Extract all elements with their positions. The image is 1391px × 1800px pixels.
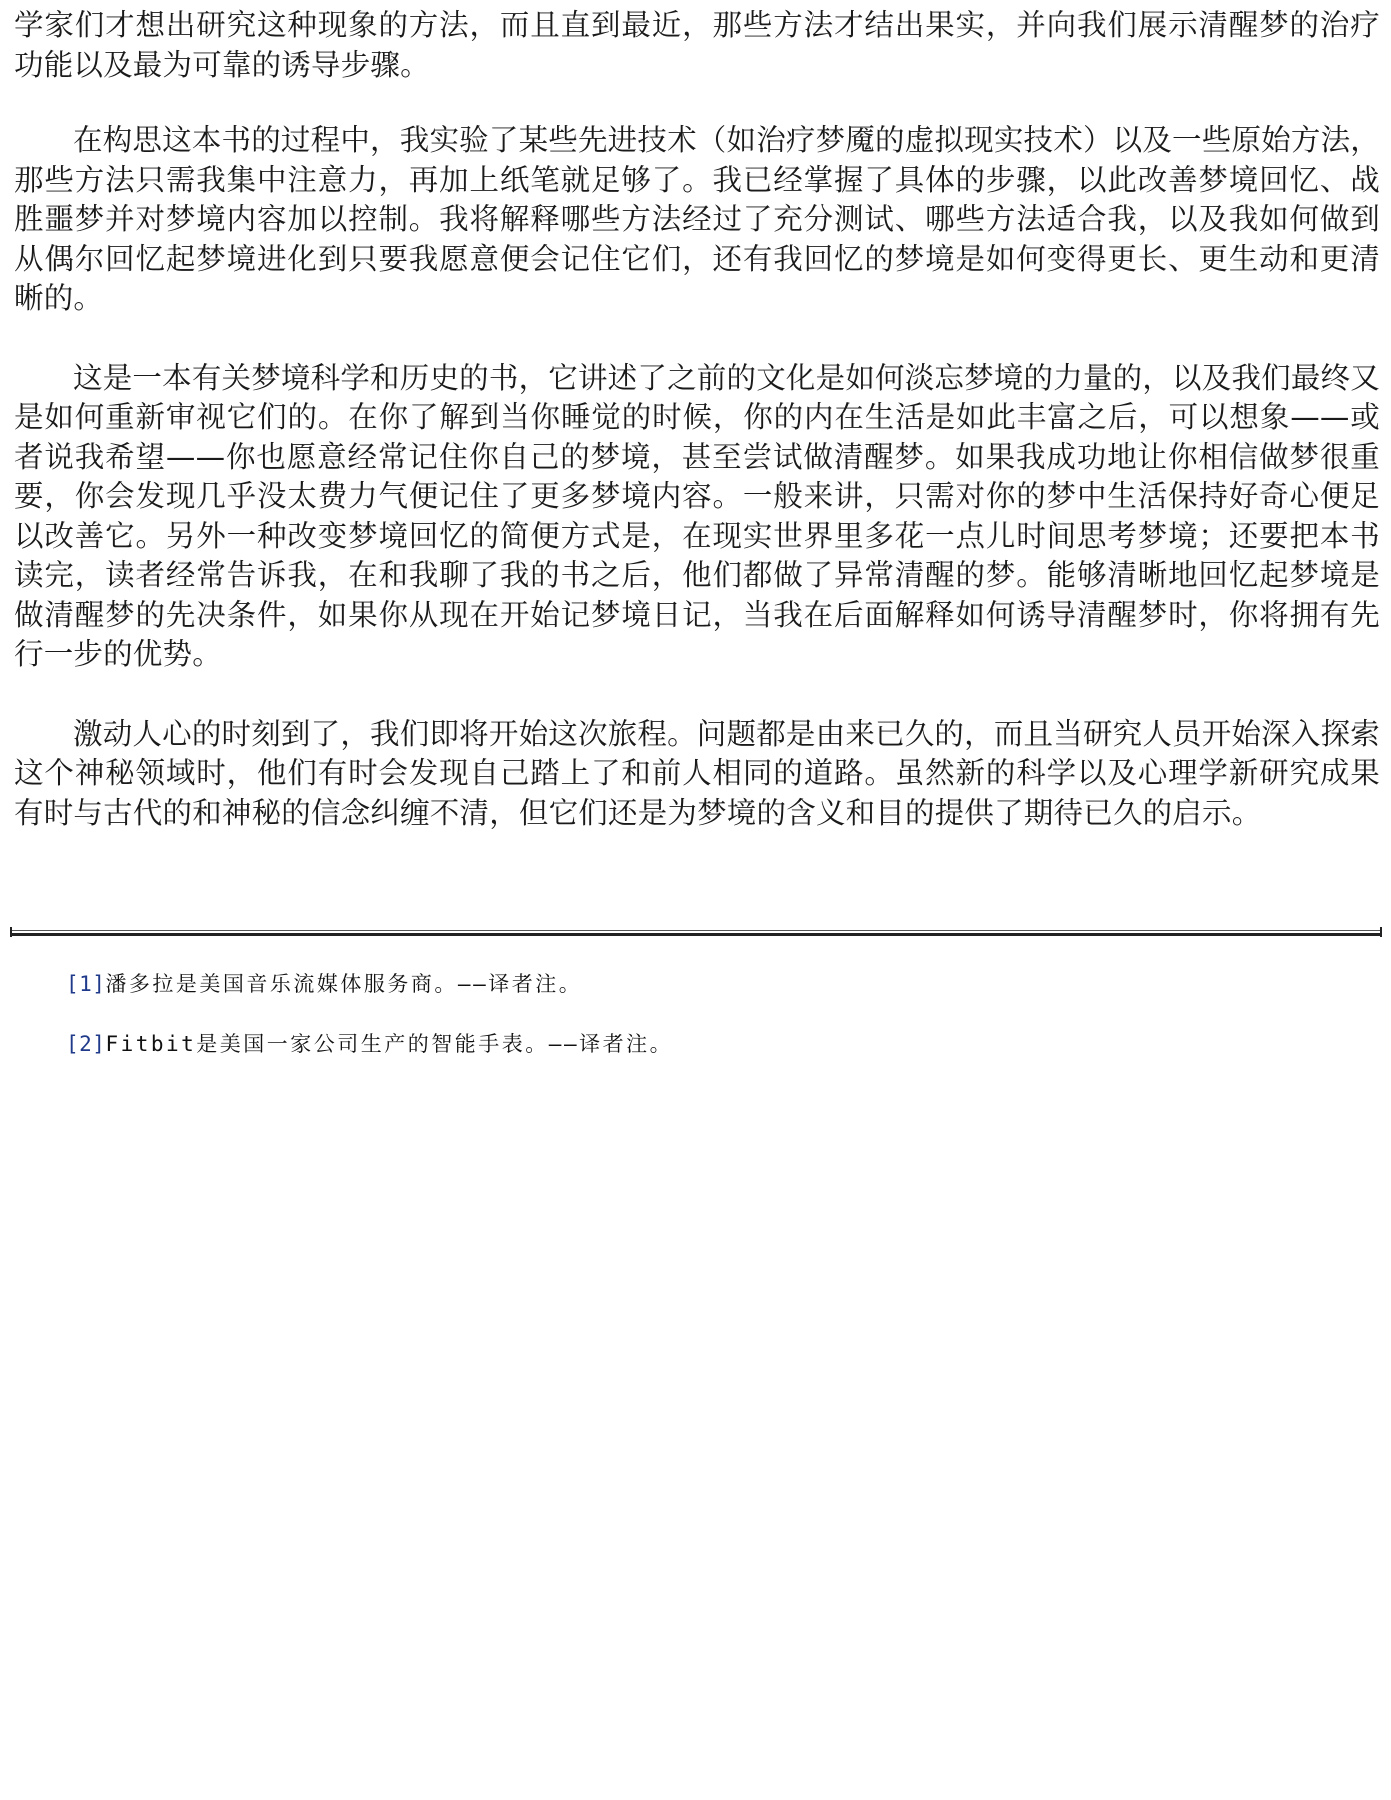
- footnotes: [66, 970, 1266, 1090]
- footnote-divider: [10, 930, 1382, 936]
- main-text: [14, 6, 1380, 873]
- footnote-ref-link[interactable]: [1]: [66, 972, 106, 996]
- paragraph: 在构思这本书的过程中，我实验了某些先进技术（如治疗梦魇的虚拟现实技术）以及一些原始方法，那些方法只需我集中注意力，再加上纸笔就足够了。我已经掌握了具体的步骤，以此改善梦境回忆、战胜噩梦并对梦境内容加以控制。我将解释哪些方法经过了充分测试、哪些方法适合我，以及我如何做到从偶尔回忆起梦境进化到只要我愿意便会记住它们，还有我回忆的梦境是如何变得更长、更生动和更清晰的。: [14, 123, 1380, 315]
- footnote: [66, 1030, 1266, 1058]
- footnote-ref-link[interactable]: [2]: [66, 1032, 106, 1056]
- paragraph: 激动人心的时刻到了，我们即将开始这次旅程。问题都是由来已久的，而且当研究人员开始深入探索这个神秘领域时，他们有时会发现自己踏上了和前人相同的道路。虽然新的科学以及心理学新研究成果有时与古代的和神秘的信念纠缠不清，但它们还是为梦境的含义和目的提供了期待已久的启示。: [14, 716, 1380, 830]
- footnote-text: 潘多拉是美国音乐流媒体服务商。——译者注。: [105, 972, 583, 996]
- footnote-text: Fitbit是美国一家公司生产的智能手表。——译者注。: [105, 1032, 674, 1056]
- paragraph: 这是一本有关梦境科学和历史的书，它讲述了之前的文化是如何淡忘梦境的力量的，以及我们最终又是如何重新审视它们的。在你了解到当你睡觉的时候，你的内在生活是如此丰富之后，可以想象——或者说我希望——你也愿意经常记住你自己的梦境，甚至尝试做清醒梦。如果我成功地让你相信做梦很重要，你会发现几乎没太费力气便记住了更多梦境内容。一般来讲，只需对你的梦中生活保持好奇心便足以改善它。另外一种改变梦境回忆的简便方式是，在现实世界里多花一点儿时间思考梦境；还要把本书读完，读者经常告诉我，在和我聊了我的书之后，他们都做了异常清醒的梦。能够清晰地回忆起梦境是做清醒梦的先决条件，如果你从现在开始记梦境日记，当我在后面解释如何诱导清醒梦时，你将拥有先行一步的优势。: [14, 360, 1380, 671]
- paragraph: 学家们才想出研究这种现象的方法，而且直到最近，那些方法才结出果实，并向我们展示清醒梦的治疗功能以及最为可靠的诱导步骤。: [14, 8, 1380, 82]
- footnote: [66, 970, 1266, 998]
